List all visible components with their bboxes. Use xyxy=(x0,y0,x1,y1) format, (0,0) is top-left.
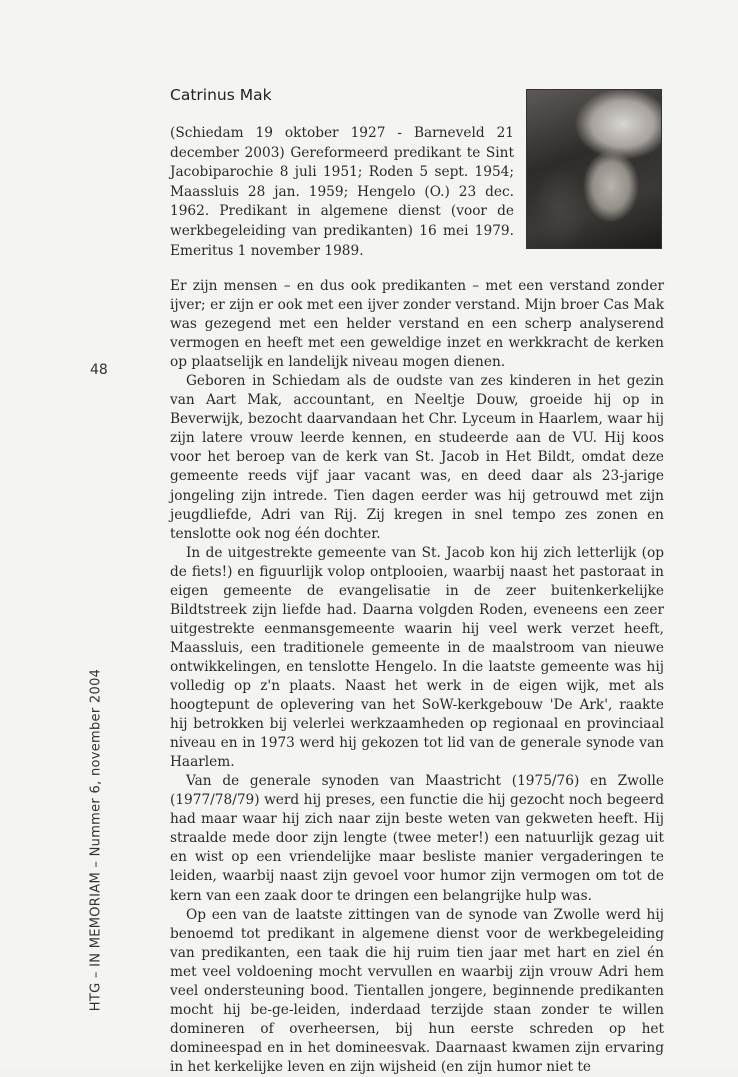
obituary-heading: Catrinus Mak xyxy=(170,86,272,104)
paragraph: In de uitgestrekte gemeente van St. Jacob kon hij zich letterlijk (op de fiets!) en figuurlijk volop ontplooien, waarbij naast het pastoraat in eigen gemeente de evangelisatie in de zeer buitenkerkelijke Bildtstreek zijn liefde had. Daarna volgden Roden, eveneens een zeer uitgestrekte eenmansgemeente waarin hij veel werk verzet heeft, Maassluis, een traditionele gemeente in de maalstroom van nieuwe ontwikkelingen, en tenslotte Hengelo. In die laatste gemeente was hij volledig op z'n plaats. Naast het werk in de eigen wijk, met als hoogtepunt de oplevering van het SoW-kerkgebouw 'De Ark', raakte hij betrokken bij velerlei werkzaamheden op regionaal en provinciaal niveau en in 1973 werd hij gekozen tot lid van de generale synode van Haarlem. xyxy=(170,544,664,771)
biographical-intro: (Schiedam 19 oktober 1927 - Barneveld 21 december 2003) Gereformeerd predikant te Sint Jacobiparochie 8 juli 1951; Roden 5 sept. 1954; Maassluis 28 jan. 1959; Hengelo (O.) 23 dec. 1962. Predikant in algemene dienst (voor de werkbegeleiding van predikanten) 16 mei 1979. Emeritus 1 november 1989. xyxy=(170,125,514,259)
paragraph: Op een van de laatste zittingen van de synode van Zwolle werd hij benoemd tot predikant in algemene dienst voor de werkbegeleiding van predikanten, een taak die hij ruim tien jaar met hart en ziel én met veel voldoening mocht vervullen en waarbij zijn vrouw Adri hem veel ondersteuning bood. Tientallen jongere, beginnende predikanten mocht hij be-ge-leiden, inderdaad terzijde staan zonder te willen domineren of overheersen, bij hun eerste schreden op het domineespad en in het domineesvak. Daarnaast kwamen zijn ervaring in het kerkelijke leven en zijn wijsheid (en zijn humor niet te xyxy=(170,906,664,1075)
page-number: 48 xyxy=(90,362,108,378)
paragraph: Er zijn mensen – en dus ook predikanten – met een verstand zonder ijver; er zijn er ook met een ijver zonder verstand. Mijn broer Cas Mak was gezegend met een helder verstand en een scherp analyserend vermogen en heeft met een geweldige inzet en werkkracht de kerken op plaatselijk en landelijk niveau mogen dienen. xyxy=(170,278,664,371)
paragraph: Geboren in Schiedam als de oudste van zes kinderen in het gezin van Aart Mak, accountant, en Neeltje Douw, groeide hij op in Beverwijk, bezocht daarvandaan het Chr. Lyceum in Haarlem, waar hij zijn latere vrouw leerde kennen, en studeerde aan de VU. Hij koos voor het beroep van de kerk van St. Jacob in Het Bildt, omdat deze gemeente reeds vijf jaar vacant was, en deed daar als 23-jarige jongeling zijn intrede. Tien dagen eerder was hij getrouwd met zijn jeugdliefde, Adri van Rij. Zij kregen in snel tempo zes zonen en tenslotte ook nog één dochter. xyxy=(170,373,664,542)
article-body xyxy=(170,277,664,1077)
running-head: HTG – IN MEMORIAM – Nummer 6, november 2004 xyxy=(88,668,104,1012)
portrait-photo xyxy=(526,89,662,249)
paragraph: Van de generale synoden van Maastricht (1975/76) en Zwolle (1977/78/79) werd hij preses, een functie die hij gezocht noch begeerd had maar waar hij zich naar zijn beste weten van gekweten heeft. Hij straalde mede door zijn lengte (twee meter!) een natuurlijk gezag uit en wist op een vriendelijke maar besliste manier vergaderingen te leiden, waarbij naast zijn gevoel voor humor zijn vermogen om tot de kern van een zaak door te dringen een belangrijke hulp was. xyxy=(170,773,664,904)
